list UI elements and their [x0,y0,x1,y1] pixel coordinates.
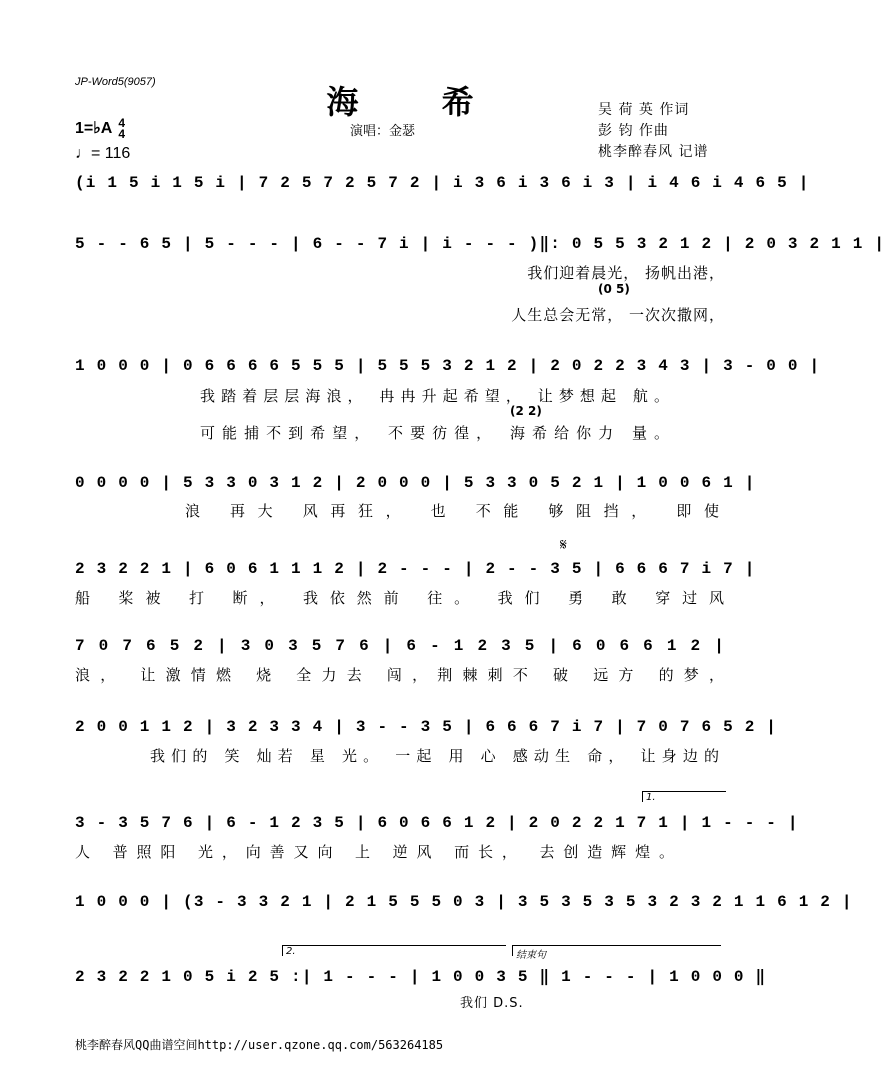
volta-2: 2. [282,945,506,956]
key-signature [75,118,125,140]
credits [598,100,708,163]
lyrics-row-7: 我们的 笑 灿若 星 光。 一起 用 心 感动生 命， 让身边的 [150,747,720,765]
notation-row-9: 1 0 0 0 | (3 - 3 3 2 1 | 2 1 5 5 5 0 3 | 3 5 3 5 3 5 3 2 3 2 1 1 6 1 2 | [75,893,853,911]
lyrics-row-6: 浪， 让激情燃 烧 全力去 闯，荆棘刺不 破 远方 的梦， [75,666,725,684]
lyrics-row-3-note: (2 2) [510,404,542,418]
time-top: 4 [118,116,126,130]
notation-row-1: (i 1 5 i 1 5 i | 7 2 5 7 2 5 7 2 | i 3 6 i 3 6 i 3 | i 4 6 i 4 6 5 | [75,174,810,192]
lyrics-row-2-verse-2: 人生总会无常， 一次次撒网， [511,306,725,324]
notation-row-7: 2 0 0 1 1 2 | 3 2 3 3 4 | 3 - - 3 5 | 6 6 6 7 i 7 | 7 0 7 6 5 2 | [75,718,778,736]
volta-1: 1. [642,791,726,802]
notation-row-3: 1 0 0 0 | 0 6 6 6 6 5 5 5 | 5 5 5 3 2 1 2 | 2 0 2 2 3 4 3 | 3 - 0 0 | [75,357,821,375]
transcriber-credit: 桃李醉春风 记谱 [598,144,709,160]
notation-row-2: 5 - - 6 5 | 5 - - - | 6 - - 7 i | i - - - )‖: 0 5 5 3 2 1 2 | 2 0 3 2 1 1 | [75,235,885,253]
time-bottom: 4 [118,127,126,141]
lyrics-row-3-verse-1: 我踏着层层海浪， 冉冉升起希望， 让梦想起 航。 [200,387,670,405]
tempo-marking: ♩= 116 [75,145,131,162]
lyrics-row-8: 人 普照阳 光，向善又向 上 逆风 而长， 去创造辉煌。 [75,843,675,861]
composer-credit: 彭 钧 作曲 [598,123,669,139]
lyrics-row-10: 我们 D.S. [460,996,524,1011]
lyrics-row-5: 船 桨被 打 断， 我依然前 往。 我们 勇 敢 穿过风 [75,589,725,607]
lyrics-row-2-verse-1: 我们迎着晨光， 扬帆出港， [527,264,725,282]
singer-credit: 演唱：金瑟 [350,124,416,139]
key-label: 1=♭A [75,120,113,138]
ending-label: 结束句 [512,945,721,956]
notation-row-8: 3 - 3 5 7 6 | 6 - 1 2 3 5 | 6 0 6 6 1 2 | 2 0 2 2 1 7 1 | 1 - - - | [75,814,799,832]
lyricist-credit: 吴 荷 英 作词 [598,102,690,118]
software-label: JP-Word5(9057) [75,76,156,88]
segno-sign: 𝄋 [560,535,567,554]
song-title: 海 希 [326,83,510,121]
lyrics-row-2-note: (0 5) [598,282,630,296]
notation-row-5: 2 3 2 2 1 | 6 0 6 1 1 1 2 | 2 - - - | 2 - - 3 5 | 6 6 6 7 i 7 | [75,560,756,578]
notation-row-4: 0 0 0 0 | 5 3 3 0 3 1 2 | 2 0 0 0 | 5 3 3 0 5 2 1 | 1 0 0 6 1 | [75,474,756,492]
footer-source-link[interactable]: 桃李醉春风QQ曲谱空间http://user.qzone.qq.com/563264185 [75,1038,444,1052]
lyrics-row-4: 浪 再大 风再狂， 也 不能 够阻挡， 即使 [185,502,720,520]
notation-row-10: 2 3 2 2 1 0 5 i 2 5 :| 1 - - - | 1 0 0 3 5 ‖ 1 - - - | 1 0 0 0 ‖ [75,968,767,986]
notation-row-6: 7 0 7 6 5 2 | 3 0 3 5 7 6 | 6 - 1 2 3 5 | 6 0 6 6 1 2 | [75,637,725,655]
time-signature [118,118,125,140]
lyrics-row-3-verse-2: 可能捕不到希望， 不要彷徨， 海希给你力 量。 [200,424,670,442]
